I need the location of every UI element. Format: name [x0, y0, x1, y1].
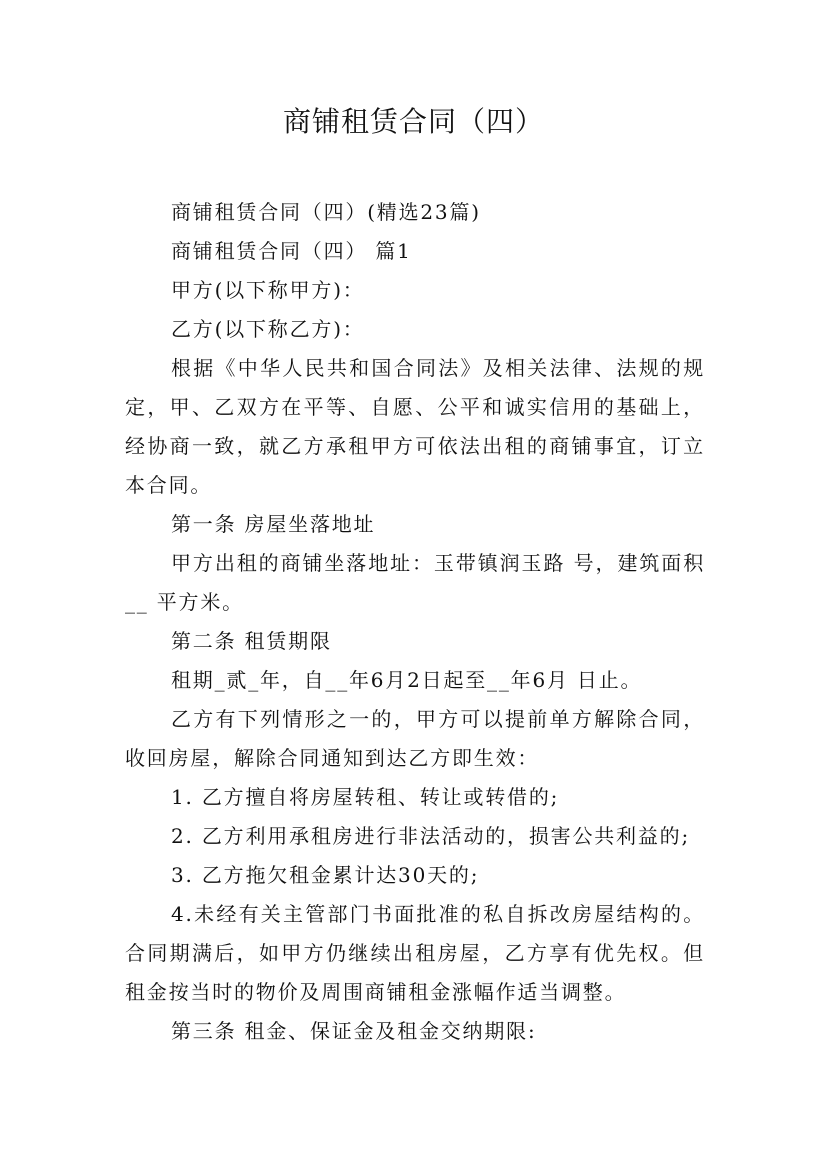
paragraph: 甲方出租的商铺坐落地址：玉带镇润玉路 号，建筑面积__ 平方米。 — [125, 551, 705, 614]
paragraph: 2. 乙方利用承租房进行非法活动的，损害公共利益的; — [171, 824, 690, 848]
paragraph: 4.未经有关主管部门书面批准的私自拆改房屋结构的。合同期满后，如甲方仍继续出租房屋，乙方享有优先权。但租金按当时的物价及周围商铺租金涨幅作适当调整。 — [125, 902, 705, 1004]
paragraph: 1. 乙方擅自将房屋转租、转让或转借的; — [171, 785, 560, 809]
paragraph: 第一条 房屋坐落地址 — [171, 512, 376, 536]
paragraph: 商铺租赁合同（四） 篇1 — [171, 239, 412, 263]
document-body — [125, 193, 705, 1051]
paragraph: 根据《中华人民共和国合同法》及相关法律、法规的规定，甲、乙双方在平等、自愿、公平和诚实信用的基础上，经协商一致，就乙方承租甲方可依法出租的商铺事宜，订立本合同。 — [125, 356, 705, 497]
paragraph: 第二条 租赁期限 — [171, 629, 332, 653]
paragraph: 甲方(以下称甲方)： — [171, 278, 365, 302]
paragraph: 商铺租赁合同（四）(精选23篇) — [171, 200, 481, 224]
paragraph: 第三条 租金、保证金及租金交纳期限: — [171, 1019, 537, 1043]
paragraph: 3. 乙方拖欠租金累计达30天的; — [171, 863, 480, 887]
paragraph: 乙方(以下称乙方)： — [171, 317, 365, 341]
paragraph: 租期_贰_年，自__年6月2日起至__年6月 日止。 — [171, 668, 643, 692]
document-title: 商铺租赁合同（四） — [282, 105, 544, 138]
paragraph: 乙方有下列情形之一的，甲方可以提前单方解除合同，收回房屋，解除合同通知到达乙方即生效： — [125, 707, 705, 770]
